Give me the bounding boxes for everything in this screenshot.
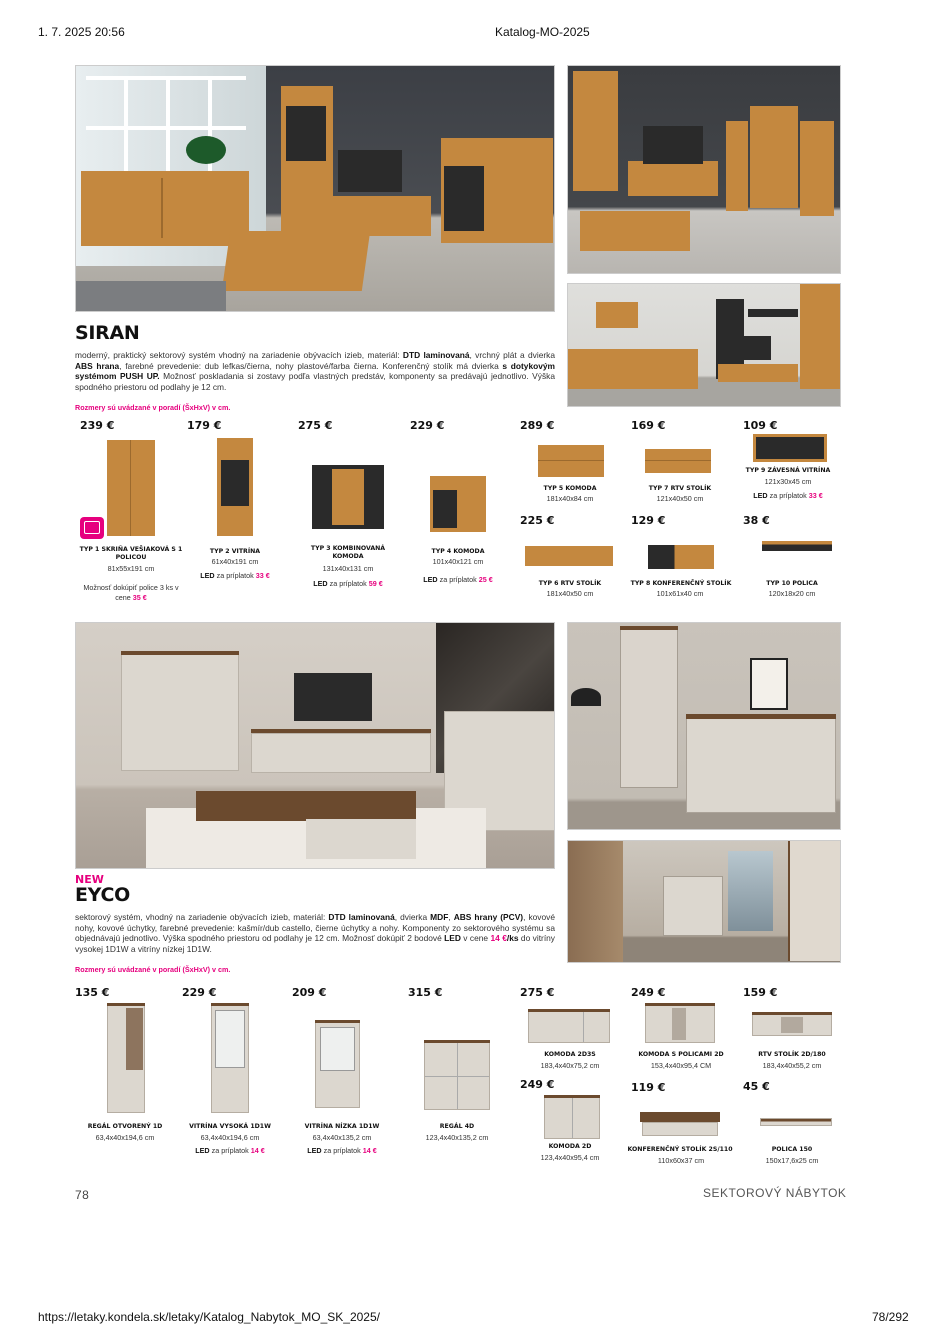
product-image [211,1005,249,1113]
siran-main-photo [75,65,555,312]
product-dimensions: 153,4x40x95,4 CM [650,1061,712,1070]
product-image [528,1011,610,1043]
product-image [430,476,486,532]
price: 45 € [743,1080,770,1093]
eyco-main-photo [75,622,555,869]
product-image [525,546,613,566]
siran-description: moderný, praktický sektorový systém vhodný na zariadenie obývacích izieb, materiál: DTD laminovaná, vrchný plát a dvierka ABS hrana, farebné prevedenie: dub lefkas/čierna, nohy plastové/farba čierna. Konferenčný stolík má dvierka s dotykovým systémom PUSH UP. Možnosť poskladania si zostavy podľa vlastných predstáv, komponenty sa predávajú jednotlivo. Výška spodného priestoru od podlahy je 12 cm. [75,350,555,392]
siran-photo-3 [567,283,841,407]
led-surcharge: LED za príplatok 33 € [200,571,270,580]
product-dimensions: 61x40x191 cm [211,557,259,566]
price: 179 € [187,419,222,432]
product-dimensions: 101x61x40 cm [656,589,704,598]
product-dimensions: 81x55x191 cm [107,564,155,573]
product-dimensions: 101x40x121 cm [432,557,484,566]
product-image [645,449,711,473]
source-url[interactable]: https://letaky.kondela.sk/letaky/Katalog_Nabytok_MO_SK_2025/ [38,1310,380,1324]
product-name: VITRÍNA NÍZKA 1D1W [304,1123,380,1130]
price: 38 € [743,514,770,527]
product-image [753,434,827,462]
product-dimensions: 183,4x40x75,2 cm [540,1061,600,1070]
price: 315 € [408,986,443,999]
product-image [312,465,384,529]
product-dimensions: 123,4x40x135,2 cm [425,1133,489,1142]
product-image [315,1022,360,1108]
product-dimensions: 110x60x37 cm [657,1156,705,1165]
led-surcharge: LED za príplatok 33 € [753,491,823,500]
shelf-badge-icon [80,517,104,539]
eyco-photo-2 [567,622,841,830]
eyco-photo-3 [567,840,841,963]
product-image [645,1005,715,1043]
new-badge: NEW [75,873,104,886]
page-number: 78 [75,1188,90,1202]
product-dimensions: 131x40x131 cm [322,564,374,573]
product-dimensions: 121x30x45 cm [764,477,812,486]
product-name: KOMODA 2D3S [544,1051,596,1058]
price: 275 € [520,986,555,999]
product-dimensions: 121x40x50 cm [656,494,704,503]
price: 129 € [631,514,666,527]
product-image [544,1097,600,1139]
product-name: TYP 5 KOMODA [543,485,597,492]
product-name: TYP 8 KONFERENČNÝ STOLÍK [630,580,732,587]
price: 229 € [410,419,445,432]
product-image [752,1014,832,1036]
product-name: KOMODA S POLICAMI 2D [638,1051,724,1058]
product-name: KONFERENČNÝ STOLÍK 2S/110 [627,1146,733,1153]
product-dimensions: 63,4x40x194,6 cm [200,1133,260,1142]
led-surcharge: LED za príplatok 14 € [307,1146,377,1155]
print-datetime: 1. 7. 2025 20:56 [38,25,125,39]
product-dimensions: 150x17,6x25 cm [765,1156,819,1165]
price: 229 € [182,986,217,999]
product-name: REGÁL OTVORENÝ 1D [87,1123,163,1130]
product-image [538,445,604,477]
product-dimensions: 123,4x40x95,4 cm [540,1153,600,1162]
product-name: TYP 1 SKRIŇA VEŠIAKOVÁ S 1 POLICOU [79,546,183,561]
price: 135 € [75,986,110,999]
eyco-dimensions-note: Rozmery sú uvádzané v poradí (ŠxHxV) v cm. [75,965,231,974]
section-label: SEKTOROVÝ NÁBYTOK [703,1186,847,1200]
product-name: TYP 3 KOMBINOVANÁ KOMODA [310,545,386,560]
price: 109 € [743,419,778,432]
siran-dimensions-note: Rozmery sú uvádzané v poradí (ŠxHxV) v cm. [75,403,231,412]
eyco-title: EYCO [75,884,130,906]
product-image [640,1112,720,1122]
price: 119 € [631,1081,666,1094]
product-image [217,438,253,536]
product-name: TYP 2 VITRÍNA [209,548,261,555]
document-title: Katalog-MO-2025 [495,25,590,39]
price: 275 € [298,419,333,432]
product-name: TYP 4 KOMODA [431,548,485,555]
product-dimensions: 183,4x40x55,2 cm [762,1061,822,1070]
price: 249 € [631,986,666,999]
product-image [107,440,155,536]
eyco-description: sektorový systém, vhodný na zariadenie obývacích izieb, materiál: DTD laminovaná, dvierka MDF, ABS hrany (PCV), kovové nohy, kovové úchytky, farebné prevedenie: kašmír/dub castello, čierne úchytky a nohy. Komponenty zo sektorového systému sa objednávajú jednotlivo. Výška spodného priestoru od podlahy je 12 cm. Možnosť dokúpiť 2 bodové LED v cene 14 €/ks do vitríny vysokej 1D1W a vitríny nízkej 1D1W. [75,912,555,954]
product-dimensions: 181x40x50 cm [546,589,594,598]
product-dimensions: 120x18x20 cm [768,589,816,598]
page-of-total: 78/292 [872,1310,909,1324]
price: 239 € [80,419,115,432]
siran-photo-2 [567,65,841,274]
product-name: POLICA 150 [771,1146,813,1153]
price: 249 € [520,1078,555,1091]
price: 159 € [743,986,778,999]
product-image [762,541,832,551]
product-name: TYP 6 RTV STOLÍK [538,580,602,587]
led-surcharge: LED za príplatok 14 € [195,1146,265,1155]
product-extra: Možnosť dokúpiť police 3 ks v cene 35 € [83,583,179,602]
product-image [424,1042,490,1110]
product-name: RTV STOLÍK 2D/180 [758,1051,826,1058]
product-dimensions: 63,4x40x194,6 cm [95,1133,155,1142]
product-name: TYP 9 ZÁVESNÁ VITRÍNA [745,467,831,474]
product-image [107,1005,145,1113]
product-image [648,545,714,569]
price: 289 € [520,419,555,432]
price: 209 € [292,986,327,999]
price: 169 € [631,419,666,432]
led-surcharge: LED za príplatok 59 € [313,579,383,588]
product-dimensions: 63,4x40x135,2 cm [312,1133,372,1142]
product-name: TYP 10 POLICA [766,580,818,587]
product-name: KOMODA 2D [548,1143,592,1150]
led-surcharge: LED za príplatok 25 € [423,575,493,584]
product-name: TYP 7 RTV STOLÍK [648,485,712,492]
price: 225 € [520,514,555,527]
product-name: REGÁL 4D [439,1123,475,1130]
product-image [760,1118,832,1126]
siran-title: SIRAN [75,322,140,344]
product-name: VITRÍNA VYSOKÁ 1D1W [189,1123,271,1130]
product-dimensions: 181x40x84 cm [546,494,594,503]
